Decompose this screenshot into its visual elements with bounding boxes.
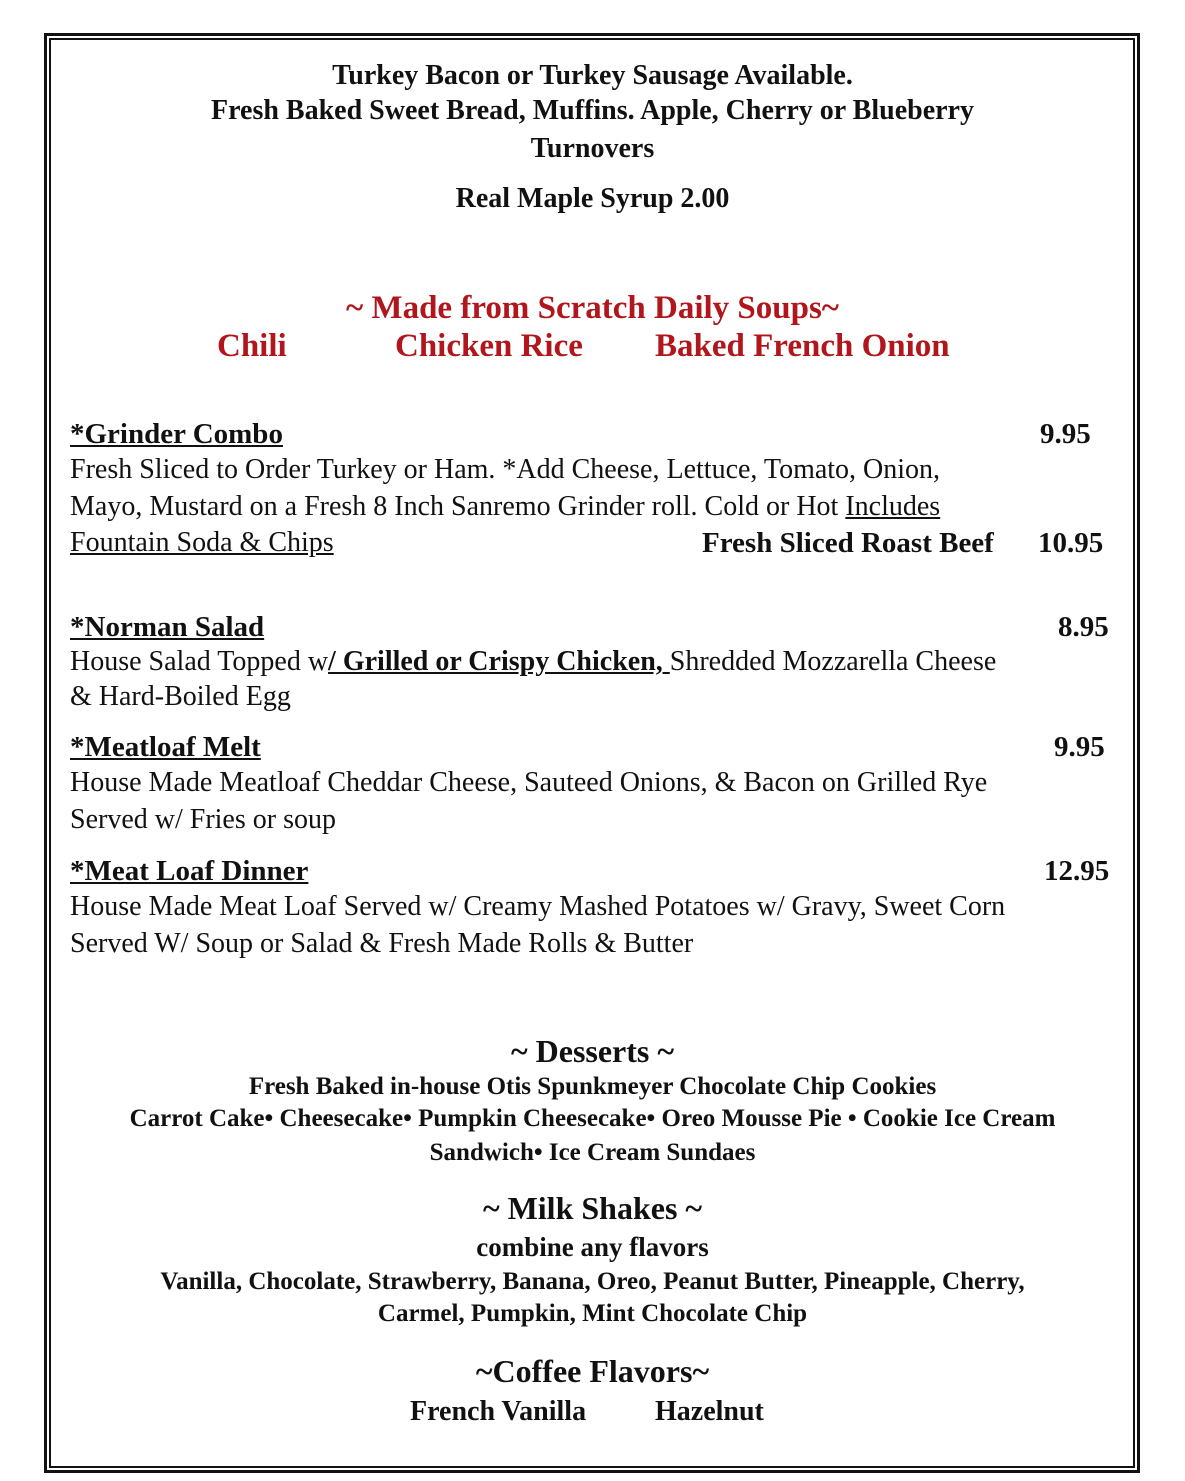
coffee-heading: ~Coffee Flavors~: [475, 1353, 710, 1389]
item-description: Fresh Sliced to Order Turkey or Ham. *Add Cheese, Lettuce, Tomato, Onion,: [70, 454, 941, 485]
soups-heading: ~ Made from Scratch Daily Soups~: [346, 290, 839, 326]
item-description: House Salad Topped w/ Grilled or Crispy Chicken, Shredded Mozzarella Cheese: [70, 646, 997, 677]
item-price: 9.95: [1040, 418, 1091, 450]
item-option-price: 10.95: [1038, 527, 1104, 559]
desserts-heading: ~ Desserts ~: [510, 1033, 674, 1069]
item-description: House Made Meat Loaf Served w/ Creamy Mashed Potatoes w/ Gravy, Sweet Corn: [70, 891, 1006, 922]
desserts-line: Carrot Cake• Cheesecake• Pumpkin Cheesecake• Oreo Mousse Pie • Cookie Ice Cream: [129, 1105, 1056, 1132]
item-description: Mayo, Mustard on a Fresh 8 Inch Sanremo Grinder roll. Cold or Hot Includes: [70, 491, 941, 522]
item-description: Served W/ Soup or Salad & Fresh Made Rolls & Butter: [70, 928, 694, 959]
coffee-flavor: French Vanilla: [410, 1396, 587, 1427]
soup-item: Chili: [217, 328, 287, 364]
item-price: 8.95: [1058, 611, 1109, 643]
item-price: 12.95: [1044, 855, 1110, 887]
item-title: *Grinder Combo: [70, 418, 283, 450]
shakes-heading: ~ Milk Shakes ~: [482, 1190, 703, 1226]
desserts-line: Sandwich• Ice Cream Sundaes: [429, 1139, 756, 1166]
item-option-label: Fresh Sliced Roast Beef: [702, 527, 994, 559]
coffee-flavor: Hazelnut: [655, 1396, 764, 1427]
item-title: *Meat Loaf Dinner: [70, 855, 309, 887]
top-note-line: Turnovers: [530, 133, 655, 164]
top-note-line: Fresh Baked Sweet Bread, Muffins. Apple, Cherry or Blueberry: [211, 95, 974, 126]
item-description: House Made Meatloaf Cheddar Cheese, Sauteed Onions, & Bacon on Grilled Rye: [70, 767, 988, 798]
item-description: & Hard-Boiled Egg: [70, 681, 291, 712]
desserts-line: Fresh Baked in-house Otis Spunkmeyer Chocolate Chip Cookies: [248, 1073, 937, 1100]
item-title: *Norman Salad: [70, 611, 265, 643]
soup-item: Baked French Onion: [655, 328, 950, 364]
item-description: Fountain Soda & Chips: [70, 527, 334, 558]
item-title: *Meatloaf Melt: [70, 731, 261, 763]
maple-syrup-note: Real Maple Syrup 2.00: [455, 183, 730, 214]
top-note-line: Turkey Bacon or Turkey Sausage Available.: [332, 60, 853, 91]
item-description: Served w/ Fries or soup: [70, 804, 336, 835]
shakes-line: Vanilla, Chocolate, Strawberry, Banana, Oreo, Peanut Butter, Pineapple, Cherry,: [160, 1268, 1025, 1295]
shakes-subheading: combine any flavors: [476, 1232, 709, 1262]
item-price: 9.95: [1054, 731, 1105, 763]
shakes-line: Carmel, Pumpkin, Mint Chocolate Chip: [377, 1300, 808, 1327]
soup-item: Chicken Rice: [395, 328, 583, 364]
